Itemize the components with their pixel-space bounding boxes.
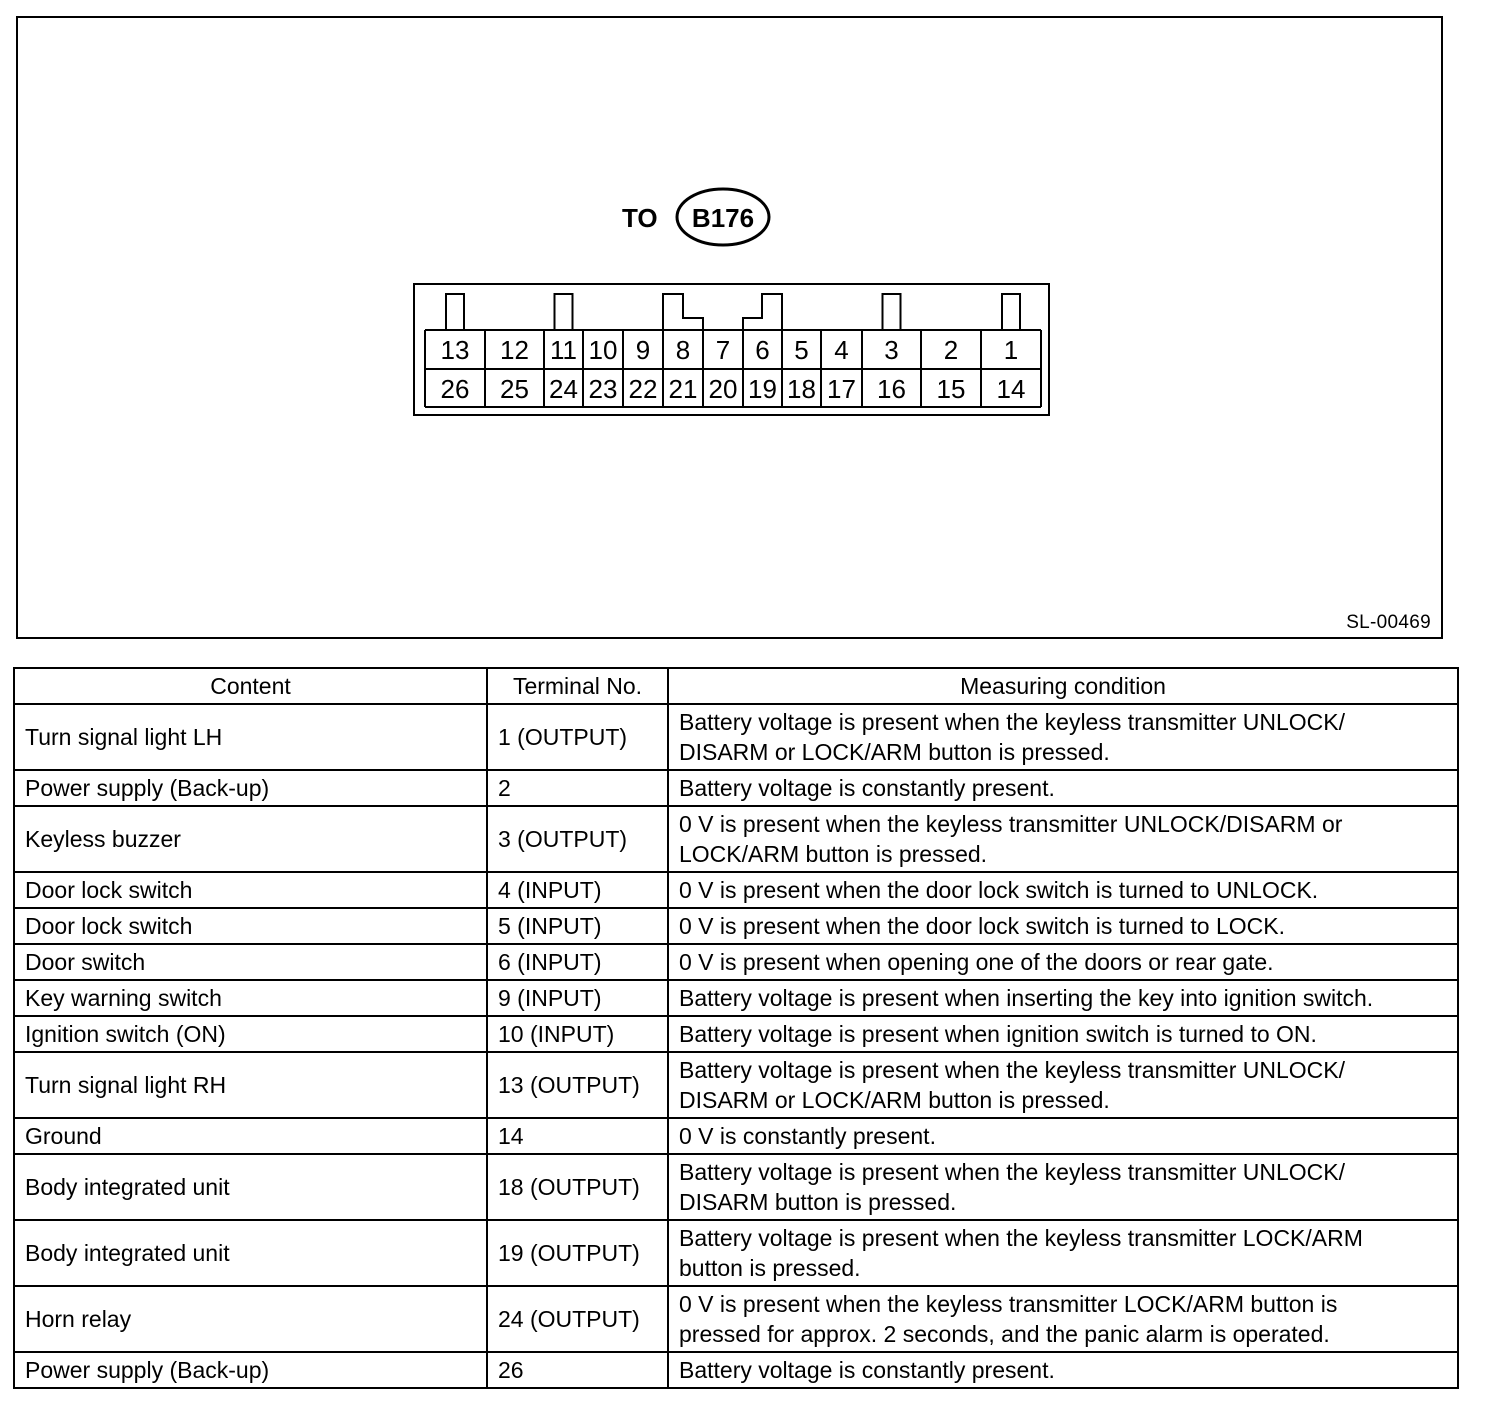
terminal-cell: 10 (INPUT) (487, 1016, 668, 1052)
pin-label-23: 23 (588, 374, 618, 404)
pin-label-21: 21 (668, 374, 698, 404)
terminal-cell: 18 (OUTPUT) (487, 1154, 668, 1220)
terminal-cell: 3 (OUTPUT) (487, 806, 668, 872)
condition-line: DISARM or LOCK/ARM button is pressed. (679, 1087, 1110, 1113)
terminal-cell: 24 (OUTPUT) (487, 1286, 668, 1352)
to-label: TO (622, 203, 658, 233)
condition-line: 0 V is present when the keyless transmitter LOCK/ARM button is (679, 1291, 1338, 1317)
pin-label-18: 18 (787, 374, 816, 404)
header-terminal-no: Terminal No. (487, 668, 668, 704)
condition-cell (668, 1286, 1458, 1352)
terminal-cell: 26 (487, 1352, 668, 1388)
condition-cell (668, 1154, 1458, 1220)
table-row (14, 1286, 1458, 1352)
condition-line: DISARM or LOCK/ARM button is pressed. (679, 739, 1110, 765)
condition-line: DISARM button is pressed. (679, 1189, 957, 1215)
content-cell: Power supply (Back-up) (14, 770, 487, 806)
terminal-cell: 9 (INPUT) (487, 980, 668, 1016)
table-row (14, 872, 1458, 908)
pin-label-15: 15 (936, 374, 966, 404)
terminal-cell: 6 (INPUT) (487, 944, 668, 980)
condition-line: Battery voltage is present when the keyless transmitter LOCK/ARM (679, 1225, 1363, 1251)
pin-tab-6 (743, 294, 782, 330)
pin-label-19: 19 (748, 374, 777, 404)
pin-label-3: 3 (884, 335, 899, 365)
condition-cell (668, 872, 1458, 908)
table-header-row (14, 668, 1458, 704)
pin-label-2: 2 (943, 335, 959, 365)
condition-cell (668, 806, 1458, 872)
header-content: Content (14, 668, 487, 704)
condition-line: 0 V is present when opening one of the doors or rear gate. (679, 949, 1274, 975)
condition-line: Battery voltage is present when ignition switch is turned to ON. (679, 1021, 1317, 1047)
condition-line: LOCK/ARM button is pressed. (679, 841, 988, 867)
table-row (14, 1118, 1458, 1154)
condition-line: pressed for approx. 2 seconds, and the panic alarm is operated. (679, 1321, 1330, 1347)
pin-label-6: 6 (755, 335, 770, 365)
condition-cell (668, 908, 1458, 944)
table-row (14, 944, 1458, 980)
pin-label-7: 7 (715, 335, 731, 365)
connector-pins (425, 294, 1041, 407)
condition-cell (668, 980, 1458, 1016)
pin-label-24: 24 (549, 374, 578, 404)
content-cell: Door switch (14, 944, 487, 980)
condition-cell (668, 770, 1458, 806)
condition-cell (668, 704, 1458, 770)
terminal-cell: 1 (OUTPUT) (487, 704, 668, 770)
table-row (14, 1016, 1458, 1052)
pin-label-17: 17 (827, 374, 856, 404)
table-row (14, 704, 1458, 770)
pin-label-25: 25 (500, 374, 529, 404)
condition-line: Battery voltage is present when the keyless transmitter UNLOCK/ (679, 709, 1346, 735)
header-measuring-condition: Measuring condition (668, 668, 1458, 704)
figure-id: SL-00469 (1346, 612, 1431, 633)
content-cell: Key warning switch (14, 980, 487, 1016)
content-cell: Door lock switch (14, 908, 487, 944)
connector-diagram-panel (16, 16, 1443, 639)
condition-cell (668, 944, 1458, 980)
content-cell: Door lock switch (14, 872, 487, 908)
condition-line: 0 V is constantly present. (679, 1123, 936, 1149)
table-row (14, 1154, 1458, 1220)
condition-line: Battery voltage is constantly present. (679, 1357, 1055, 1383)
pin-label-9: 9 (635, 335, 651, 365)
table-row (14, 908, 1458, 944)
pin-label-13: 13 (440, 335, 470, 365)
terminal-cell: 14 (487, 1118, 668, 1154)
content-cell: Body integrated unit (14, 1220, 487, 1286)
terminal-cell: 4 (INPUT) (487, 872, 668, 908)
connector-diagram (18, 18, 1441, 637)
pin-label-1: 1 (1003, 335, 1019, 365)
table-row (14, 806, 1458, 872)
pin-label-12: 12 (500, 335, 529, 365)
pin-tab-11 (555, 294, 573, 330)
table-body (14, 704, 1458, 1388)
condition-cell (668, 1352, 1458, 1388)
condition-line: Battery voltage is present when the keyless transmitter UNLOCK/ (679, 1159, 1346, 1185)
pin-label-5: 5 (794, 335, 809, 365)
condition-line: Battery voltage is present when inserting the key into ignition switch. (679, 985, 1374, 1011)
pin-label-26: 26 (440, 374, 470, 404)
pin-tab-13 (446, 294, 464, 330)
condition-cell (668, 1220, 1458, 1286)
table-row (14, 1052, 1458, 1118)
table-row (14, 1352, 1458, 1388)
pin-label-22: 22 (628, 374, 658, 404)
pin-label-16: 16 (877, 374, 906, 404)
table-row (14, 1220, 1458, 1286)
terminal-spec-table (13, 667, 1459, 1389)
pin-label-8: 8 (675, 335, 691, 365)
pin-tab-8 (663, 294, 703, 330)
table-row (14, 980, 1458, 1016)
condition-cell (668, 1118, 1458, 1154)
content-cell: Power supply (Back-up) (14, 1352, 487, 1388)
pin-label-11: 11 (550, 335, 577, 365)
condition-line: 0 V is present when the door lock switch is turned to LOCK. (679, 913, 1285, 939)
pin-label-20: 20 (708, 374, 738, 404)
content-cell: Ignition switch (ON) (14, 1016, 487, 1052)
content-cell: Turn signal light LH (14, 704, 487, 770)
condition-line: button is pressed. (679, 1255, 861, 1281)
condition-cell (668, 1016, 1458, 1052)
content-cell: Turn signal light RH (14, 1052, 487, 1118)
terminal-cell: 19 (OUTPUT) (487, 1220, 668, 1286)
condition-line: 0 V is present when the door lock switch is turned to UNLOCK. (679, 877, 1319, 903)
content-cell: Horn relay (14, 1286, 487, 1352)
condition-line: Battery voltage is constantly present. (679, 775, 1055, 801)
pin-label-14: 14 (996, 374, 1026, 404)
pin-tab-3 (883, 294, 901, 330)
content-cell: Body integrated unit (14, 1154, 487, 1220)
condition-cell (668, 1052, 1458, 1118)
connector-id: B176 (691, 203, 755, 233)
terminal-cell: 2 (487, 770, 668, 806)
pin-label-10: 10 (588, 335, 618, 365)
pin-label-4: 4 (834, 335, 849, 365)
terminal-cell: 13 (OUTPUT) (487, 1052, 668, 1118)
condition-line: 0 V is present when the keyless transmitter UNLOCK/DISARM or (679, 811, 1343, 837)
pin-tab-1 (1002, 294, 1020, 330)
table-row (14, 770, 1458, 806)
terminal-cell: 5 (INPUT) (487, 908, 668, 944)
condition-line: Battery voltage is present when the keyless transmitter UNLOCK/ (679, 1057, 1346, 1083)
content-cell: Keyless buzzer (14, 806, 487, 872)
content-cell: Ground (14, 1118, 487, 1154)
